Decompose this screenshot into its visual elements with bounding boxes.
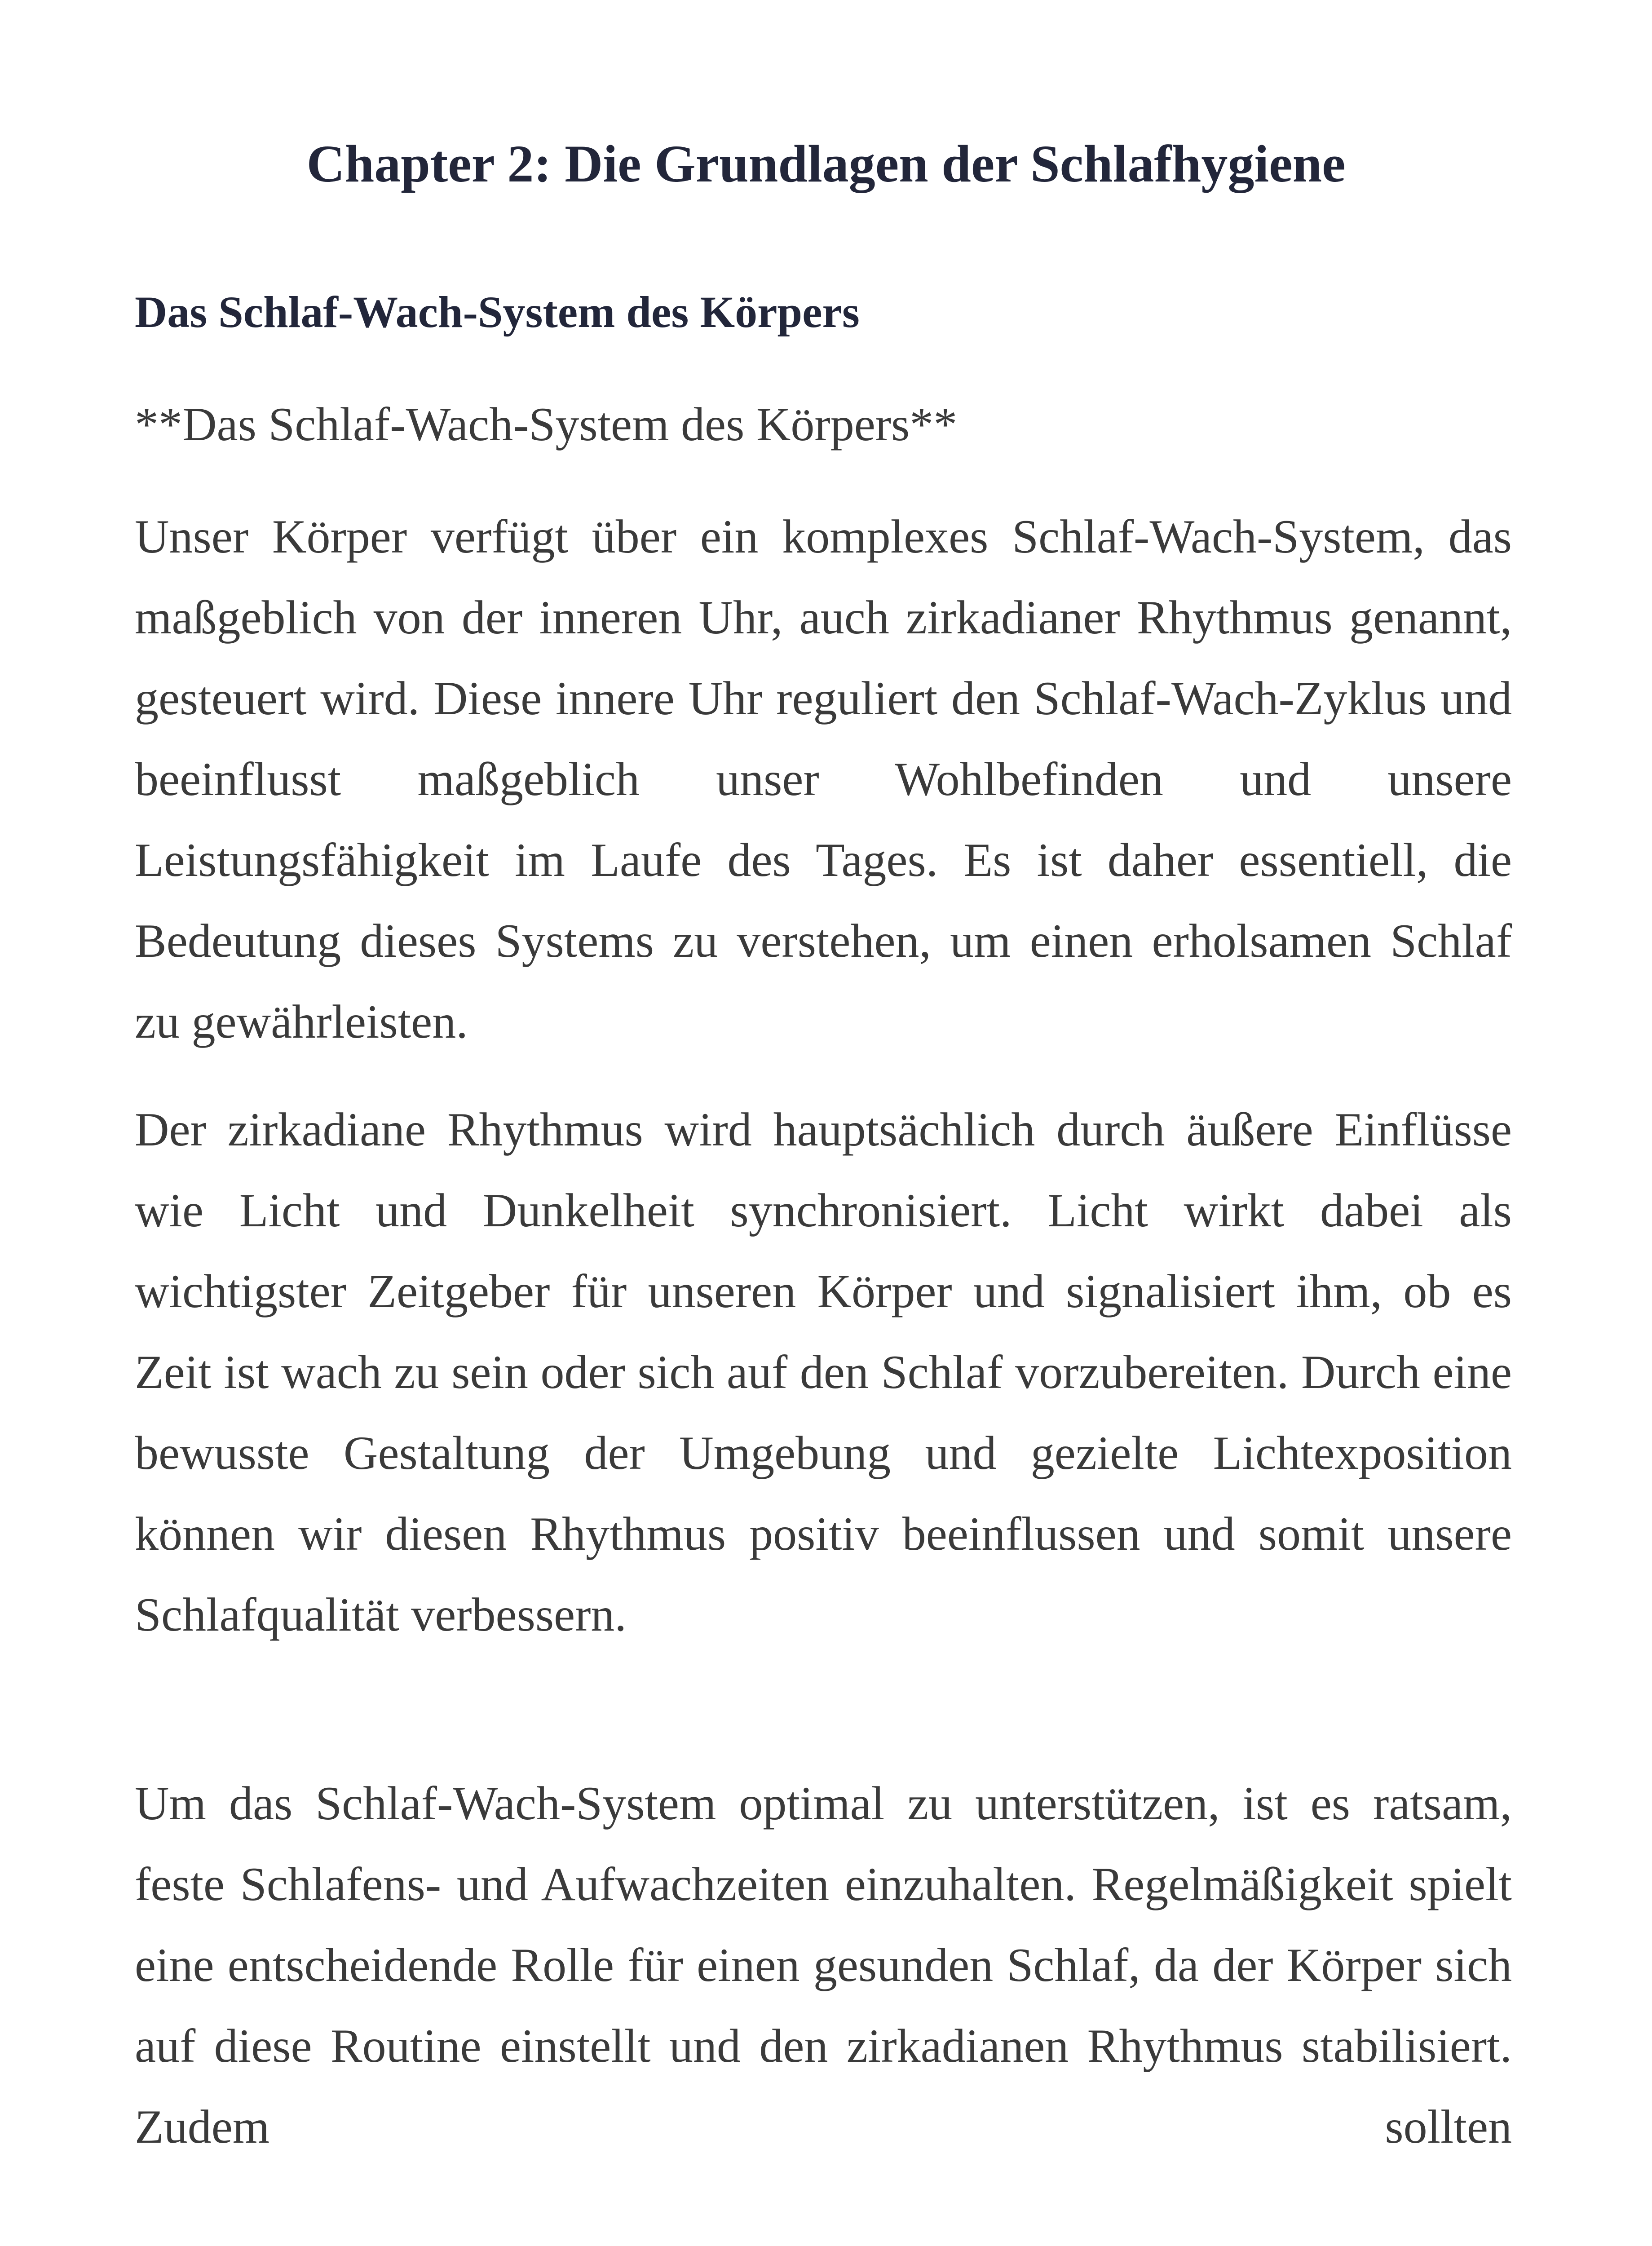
paragraph-1: Unser Körper verfügt über ein komplexes Schlaf-Wach-System, das maßgeblich von der inneren Uhr, auch zirkadianer Rhythmus genannt, gesteuert wird. Diese innere Uhr reguliert den Schlaf-Wach-Zyklus und beeinflusst maßgeblich unser Wohlbefinden und unsere Leistungsfähigkeit im Laufe des Tages. Es ist daher essentiell, die Bedeutung dieses Systems zu verstehen, um einen erholsamen Schlaf zu gewährleisten. [135, 510, 1512, 1048]
paragraph-3: Um das Schlaf-Wach-System optimal zu unterstützen, ist es ratsam, feste Schlafens- und Aufwachzeiten einzuhalten. Regelmäßigkeit spielt eine entscheidende Rolle für einen gesunden Schlaf, da der Körper sich auf diese Routine einstellt und den zirkadianen Rhythmus stabilisiert. Zudem sollten [135, 1777, 1512, 2153]
section-heading: Das Schlaf-Wach-System des Körpers [135, 287, 860, 337]
paragraph-2: Der zirkadiane Rhythmus wird hauptsächlich durch äußere Einflüsse wie Licht und Dunkelheit synchronisiert. Licht wirkt dabei als wichtigster Zeitgeber für unseren Körper und signalisiert ihm, ob es Zeit ist wach zu sein oder sich auf den Schlaf vorzubereiten. Durch eine bewusste Gestaltung der Umgebung und gezielte Lichtexposition können wir diesen Rhythmus positiv beeinflussen und somit unsere Schlafqualität verbessern. [135, 1103, 1512, 1641]
markdown-heading-text: **Das Schlaf-Wach-System des Körpers** [135, 398, 958, 451]
chapter-title: Chapter 2: Die Grundlagen der Schlafhygiene [306, 134, 1346, 193]
